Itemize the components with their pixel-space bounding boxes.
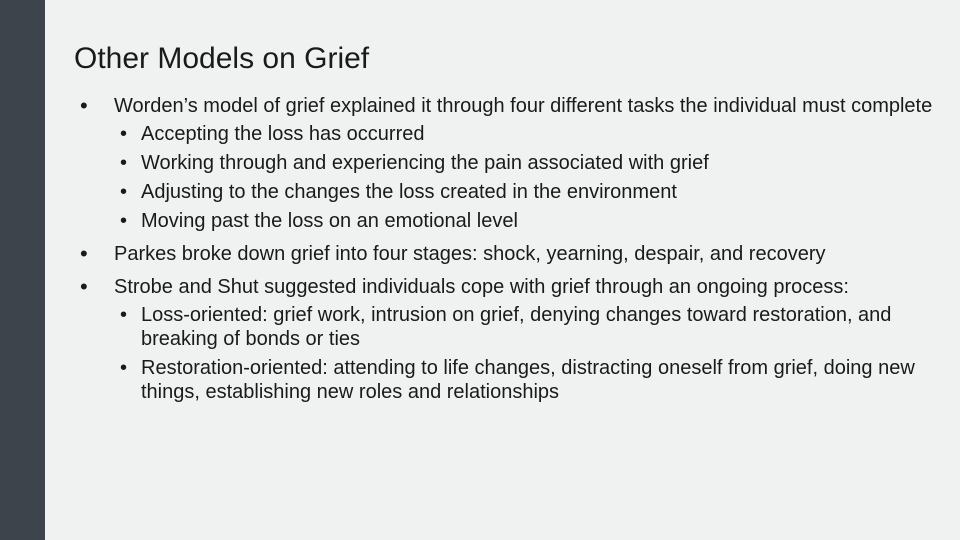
sub-bullet-point <box>114 303 940 351</box>
sub-bullet-text: Restoration-oriented: attending to life changes, distracting oneself from grief, doing new things, establishing new roles and relationships <box>141 357 915 403</box>
sub-bullet-text: Working through and experiencing the pain associated with grief <box>141 152 709 174</box>
sub-bullet-point <box>114 209 940 233</box>
slide-title: Other Models on Grief <box>74 42 370 75</box>
bullet-text: Parkes broke down grief into four stages: shock, yearning, despair, and recovery <box>114 243 826 265</box>
bullet-text: Strobe and Shut suggested individuals cope with grief through an ongoing process: <box>114 276 849 298</box>
bullet-marker: • <box>80 93 88 118</box>
bullet-point <box>80 94 940 118</box>
bullet-marker: • <box>80 274 88 299</box>
sub-bullet-point <box>114 151 940 175</box>
bullet-marker: • <box>120 181 128 203</box>
bullet-marker: • <box>120 123 128 145</box>
sub-bullet-text: Moving past the loss on an emotional level <box>141 210 518 232</box>
sub-bullet-text: Adjusting to the changes the loss created in the environment <box>141 181 677 203</box>
sub-bullet-point <box>114 356 940 404</box>
slide-side-bar <box>0 0 45 540</box>
sub-bullet-point <box>114 180 940 204</box>
sub-bullet-list <box>114 303 940 404</box>
bullet-list <box>80 94 940 404</box>
bullet-marker: • <box>80 241 88 266</box>
bullet-point <box>80 275 940 299</box>
bullet-marker: • <box>120 152 128 174</box>
sub-bullet-list <box>114 122 940 233</box>
bullet-marker: • <box>120 210 128 232</box>
bullet-text: Worden’s model of grief explained it through four different tasks the individual must complete <box>114 95 933 117</box>
sub-bullet-text: Loss-oriented: grief work, intrusion on grief, denying changes toward restoration, and breaking of bonds or ties <box>141 304 892 350</box>
sub-bullet-text: Accepting the loss has occurred <box>141 123 425 145</box>
bullet-marker: • <box>120 304 128 326</box>
bullet-point <box>80 242 940 266</box>
bullet-marker: • <box>120 357 128 379</box>
sub-bullet-point <box>114 122 940 146</box>
